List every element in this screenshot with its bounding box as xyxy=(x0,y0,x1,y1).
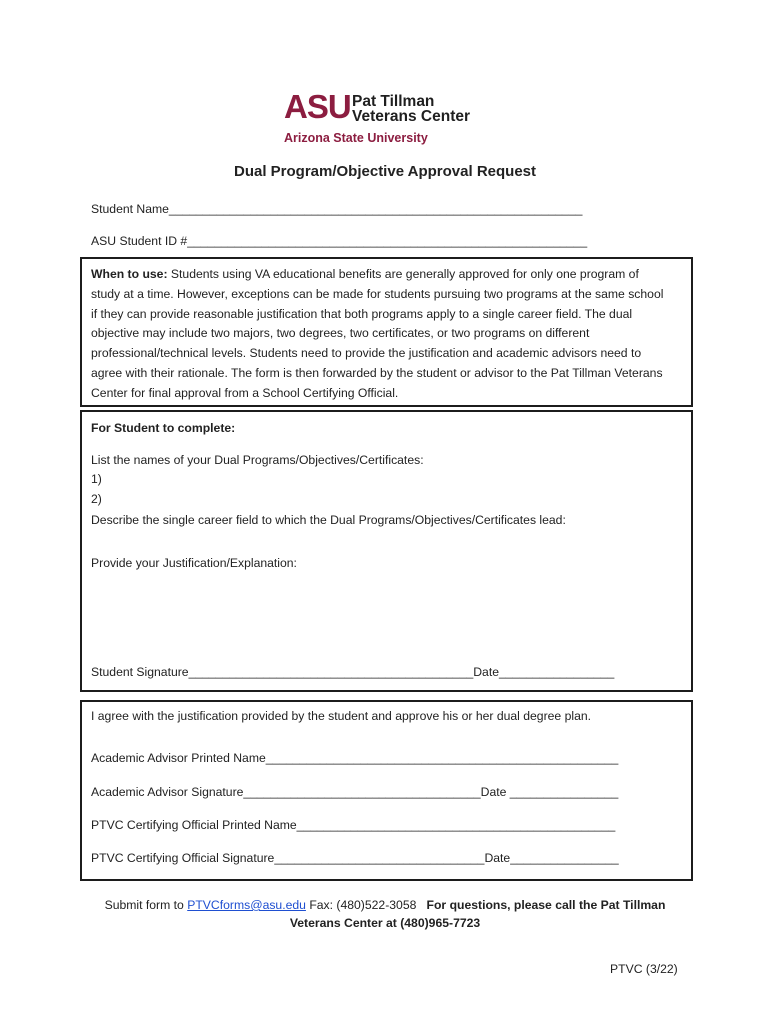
page-title: Dual Program/Objective Approval Request xyxy=(233,163,537,180)
logo-name-line1: Pat Tillman xyxy=(352,93,435,110)
advisor-signature-field[interactable]: Academic Advisor Signature___________________________________Date ________________ xyxy=(91,785,619,799)
fax-number: Fax: (480)522-3058 xyxy=(309,898,417,912)
justification-prompt: Provide your Justification/Explanation: xyxy=(91,556,297,570)
form-code: PTVC (3/22) xyxy=(610,962,678,976)
advisor-agreement-text: I agree with the justification provided by the student and approve his or her dual degree plan. xyxy=(91,709,592,723)
logo-name-line2: Veterans Center xyxy=(352,108,471,125)
logo-center-name xyxy=(352,94,470,124)
logo-university: Arizona State University xyxy=(284,131,428,145)
when-to-use-paragraph xyxy=(91,265,671,404)
advisor-name-field[interactable]: Academic Advisor Printed Name____________________________________________________ xyxy=(91,751,619,765)
student-name-field[interactable]: Student Name_____________________________________________________________ xyxy=(91,202,583,216)
submit-line xyxy=(0,898,770,912)
asu-logo-mark: ASU xyxy=(284,88,351,125)
career-field-prompt: Describe the single career field to which the Dual Programs/Objectives/Certificates lead: xyxy=(91,513,566,527)
student-section-heading: For Student to complete: xyxy=(91,421,236,435)
asu-ptvc-logo xyxy=(284,88,504,148)
questions-text-line2: Veterans Center at (480)965-7723 xyxy=(289,916,481,930)
program-item-1[interactable]: 1) xyxy=(91,472,102,486)
when-to-use-text: Students using VA educational benefits are generally approved for only one program of study at a time. However, exceptions can be made for students pursuing two programs at the same school if they can provide reasonable justification that both programs apply to a single career field. The dual objective may include two majors, two degrees, two certificates, or two programs on different professional/technical levels. Students need to provide the justification and academic advisors need to agree with their rationale. The form is then forwarded by the student or advisor to the Pat Tillman Veterans Center for final approval from a School Certifying Official. xyxy=(91,267,664,400)
student-id-field[interactable]: ASU Student ID #___________________________________________________________ xyxy=(91,234,588,248)
list-programs-prompt: List the names of your Dual Programs/Objectives/Certificates: xyxy=(91,453,424,467)
submit-email-link[interactable]: PTVCforms@asu.edu xyxy=(187,898,306,912)
submit-prefix: Submit form to xyxy=(104,898,184,912)
program-item-2[interactable]: 2) xyxy=(91,492,102,506)
ptvc-name-field[interactable]: PTVC Certifying Official Printed Name_______________________________________________ xyxy=(91,818,616,832)
ptvc-signature-field[interactable]: PTVC Certifying Official Signature_______________________________Date________________ xyxy=(91,851,619,865)
student-signature-field[interactable]: Student Signature__________________________________________Date_________________ xyxy=(91,665,615,679)
when-to-use-label: When to use: xyxy=(91,267,168,281)
questions-text-line1: For questions, please call the Pat Tillman xyxy=(426,898,666,912)
